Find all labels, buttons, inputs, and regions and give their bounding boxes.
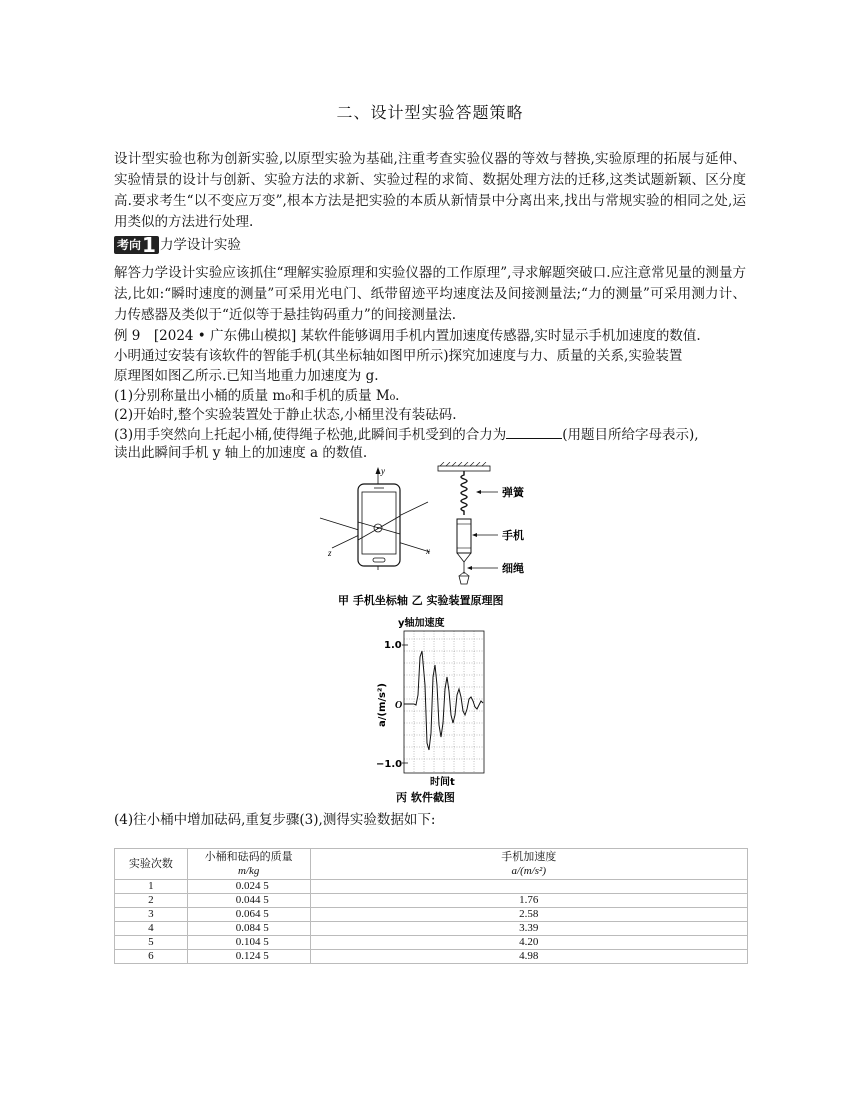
method-paragraph: 解答力学设计实验应该抓住“理解实验原理和实验仪器的工作原理”,寻求解题突破口.应注意常见量的测量方法,比如:“瞬时速度的测量”可采用光电门、纸带留迹平均速度法及间接测量法;“力的测量”可采用测力计、力传感器及类似于“近似等于悬挂钩码重力”的间接测量法. (114, 265, 746, 323)
kaoxiang-heading (114, 235, 241, 255)
mass-cell: 0.044 5 (187, 894, 310, 908)
header-accel (310, 849, 747, 880)
tick-zero: O (395, 700, 403, 711)
header-mass (187, 849, 310, 880)
mass-cell: 0.064 5 (187, 908, 310, 922)
step-1: (1)分别称量出小桶的质量 m₀和手机的质量 M₀. (114, 388, 400, 404)
intro-paragraph: 设计型实验也称为创新实验,以原型实验为基础,注重考查实验仪器的等效与替换,实验原理的拓展与延伸、实验情景的设计与创新、实验方法的求新、实验过程的求简、数据处理方法的迁移,这类试题新颖、区分度高.要求考生“以不变应万变”,根本方法是把实验的本质从新情景中分离出来,找出与常规实验的相同之处,运用类似的方法进行处理. (114, 151, 746, 230)
label-phone: 手机 (502, 529, 524, 542)
kaoxiang-label: 力学设计实验 (159, 237, 241, 253)
acceleration-screenshot-figure (368, 615, 498, 807)
kaoxiang-badge-number: 1 (142, 233, 156, 257)
trial-cell: 5 (115, 936, 188, 950)
table-row (115, 936, 748, 950)
accel-cell (310, 880, 747, 894)
mass-cell: 0.084 5 (187, 922, 310, 936)
table-row (115, 950, 748, 964)
data-table (114, 848, 748, 964)
small-bucket (459, 576, 469, 584)
step-3-text-b: (用题目所给字母表示), (562, 427, 699, 443)
header-mass-unit: m/kg (237, 865, 260, 877)
phone-screen (362, 492, 396, 554)
axis-y-label: y (381, 466, 385, 476)
step-3-continued: 读出此瞬间手机 y 轴上的加速度 a 的数值. (114, 445, 368, 461)
spring-coil (461, 471, 467, 515)
step-4: (4)往小桶中增加砝码,重复步骤(3),测得实验数据如下: (114, 812, 436, 828)
accel-cell: 4.98 (310, 950, 747, 964)
mass-cell: 0.124 5 (187, 950, 310, 964)
table-row (115, 880, 748, 894)
figure1-caption: 甲 手机坐标轴 乙 实验装置原理图 (338, 594, 504, 607)
table-row (115, 894, 748, 908)
table-row (115, 908, 748, 922)
header-trial: 实验次数 (115, 849, 188, 880)
label-rope: 细绳 (502, 562, 524, 575)
fig2-title: y轴加速度 (398, 618, 445, 629)
phone-and-apparatus-figure (318, 462, 548, 612)
step-3-text-a: (3)用手突然向上托起小桶,使得绳子松弛,此瞬间手机受到的合力为 (114, 427, 507, 443)
accel-cell: 1.76 (310, 894, 747, 908)
header-accel-label: 手机加速度 (501, 851, 557, 863)
example-line-3: 原理图如图乙所示.已知当地重力加速度为 g. (114, 368, 379, 384)
example-line-2: 小明通过安装有该软件的智能手机(其坐标轴如图甲所示)探究加速度与力、质量的关系,实验装置 (114, 348, 683, 364)
section-title: 二、设计型实验答题策略 (336, 103, 524, 122)
mass-cell: 0.104 5 (187, 936, 310, 950)
step-3 (114, 424, 754, 445)
accel-cell: 3.39 (310, 922, 747, 936)
trial-cell: 1 (115, 880, 188, 894)
kaoxiang-badge (114, 233, 159, 257)
trial-cell: 2 (115, 894, 188, 908)
acceleration-curve (404, 651, 483, 750)
tick-bottom: −1.0 (376, 759, 403, 770)
step-2: (2)开始时,整个实验装置处于静止状态,小桶里没有装砝码. (114, 407, 457, 423)
label-spring: 弹簧 (502, 486, 524, 499)
trial-cell: 3 (115, 908, 188, 922)
fig2-ylabel: a/(m/s²) (377, 683, 388, 727)
header-accel-unit: a/(m/s²) (511, 865, 547, 877)
tick-top: 1.0 (384, 640, 402, 651)
table-row (115, 922, 748, 936)
fig2-xlabel: 时间t (430, 777, 455, 788)
kaoxiang-badge-text: 考向 (117, 238, 142, 252)
example-line-1: 例 9 [2024 • 广东佛山模拟] 某软件能够调用手机内置加速度传感器,实时显示手机加速度的数值. (114, 328, 701, 344)
answer-blank (506, 424, 562, 439)
axis-z-label: z (328, 548, 332, 558)
trial-cell: 6 (115, 950, 188, 964)
trial-cell: 4 (115, 922, 188, 936)
mass-cell: 0.024 5 (187, 880, 310, 894)
accel-cell: 4.20 (310, 936, 747, 950)
table-header-row (115, 849, 748, 880)
apparatus-diagram (438, 462, 525, 584)
accel-cell: 2.58 (310, 908, 747, 922)
phone-diagram (320, 466, 430, 570)
axis-x-label: x (426, 546, 430, 556)
fig2-caption: 丙 软件截图 (396, 791, 455, 804)
header-mass-label: 小桶和砝码的质量 (204, 851, 293, 863)
